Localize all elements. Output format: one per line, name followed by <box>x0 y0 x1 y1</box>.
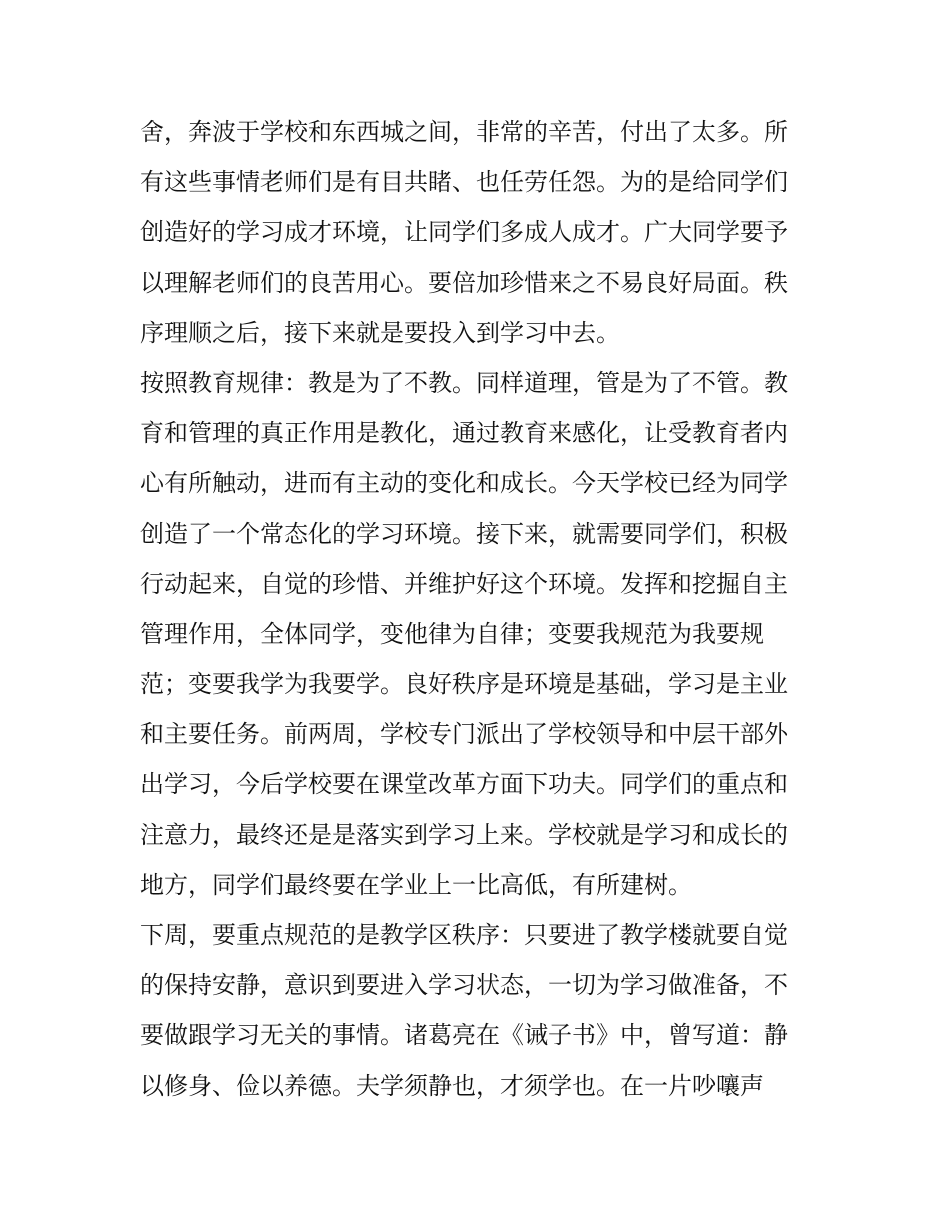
text-line: 要做跟学习无关的事情。诸葛亮在《诫子书》中，曾写道：静 <box>140 1021 788 1050</box>
text-line: 按照教育规律：教是为了不教。同样道理，管是为了不管。教 <box>140 368 788 397</box>
text-line: 的保持安静，意识到要进入学习状态，一切为学习做准备，不 <box>140 971 788 1000</box>
text-line: 育和管理的真正作用是教化，通过教育来感化，让受教育者内 <box>140 419 788 448</box>
text-line: 注意力，最终还是是落实到学习上来。学校就是学习和成长的 <box>140 820 788 849</box>
text-line: 和主要任务。前两周，学校专门派出了学校领导和中层干部外 <box>140 720 788 749</box>
text-line: 范；变要我学为我要学。良好秩序是环境是基础，学习是主业 <box>140 670 788 699</box>
text-line: 以理解老师们的良苦用心。要倍加珍惜来之不易良好局面。秩 <box>140 268 788 297</box>
text-line: 有这些事情老师们是有目共睹、也任劳任怨。为的是给同学们 <box>140 168 788 197</box>
text-line: 创造好的学习成才环境，让同学们多成人成才。广大同学要予 <box>140 218 788 247</box>
text-line: 行动起来，自觉的珍惜、并维护好这个环境。发挥和挖掘自主 <box>140 569 788 598</box>
text-line: 心有所触动，进而有主动的变化和成长。今天学校已经为同学 <box>140 469 788 498</box>
text-line: 舍，奔波于学校和东西城之间，非常的辛苦，付出了太多。所 <box>140 118 788 146</box>
text-line: 下周，要重点规范的是教学区秩序：只要进了教学楼就要自觉 <box>140 921 788 949</box>
text-line: 管理作用，全体同学，变他律为自律；变要我规范为我要规 <box>140 619 764 648</box>
body-text <box>140 107 820 1111</box>
text-line: 出学习，今后学校要在课堂改革方面下功夫。同学们的重点和 <box>140 770 788 799</box>
text-line: 创造了一个常态化的学习环境。接下来，就需要同学们，积极 <box>140 519 788 548</box>
text-line: 以修身、俭以养德。夫学须静也，才须学也。在一片吵嚷声 <box>140 1071 764 1100</box>
text-line: 地方，同学们最终要在学业上一比高低，有所建树。 <box>140 870 692 899</box>
text-line: 序理顺之后，接下来就是要投入到学习中去。 <box>140 318 620 347</box>
